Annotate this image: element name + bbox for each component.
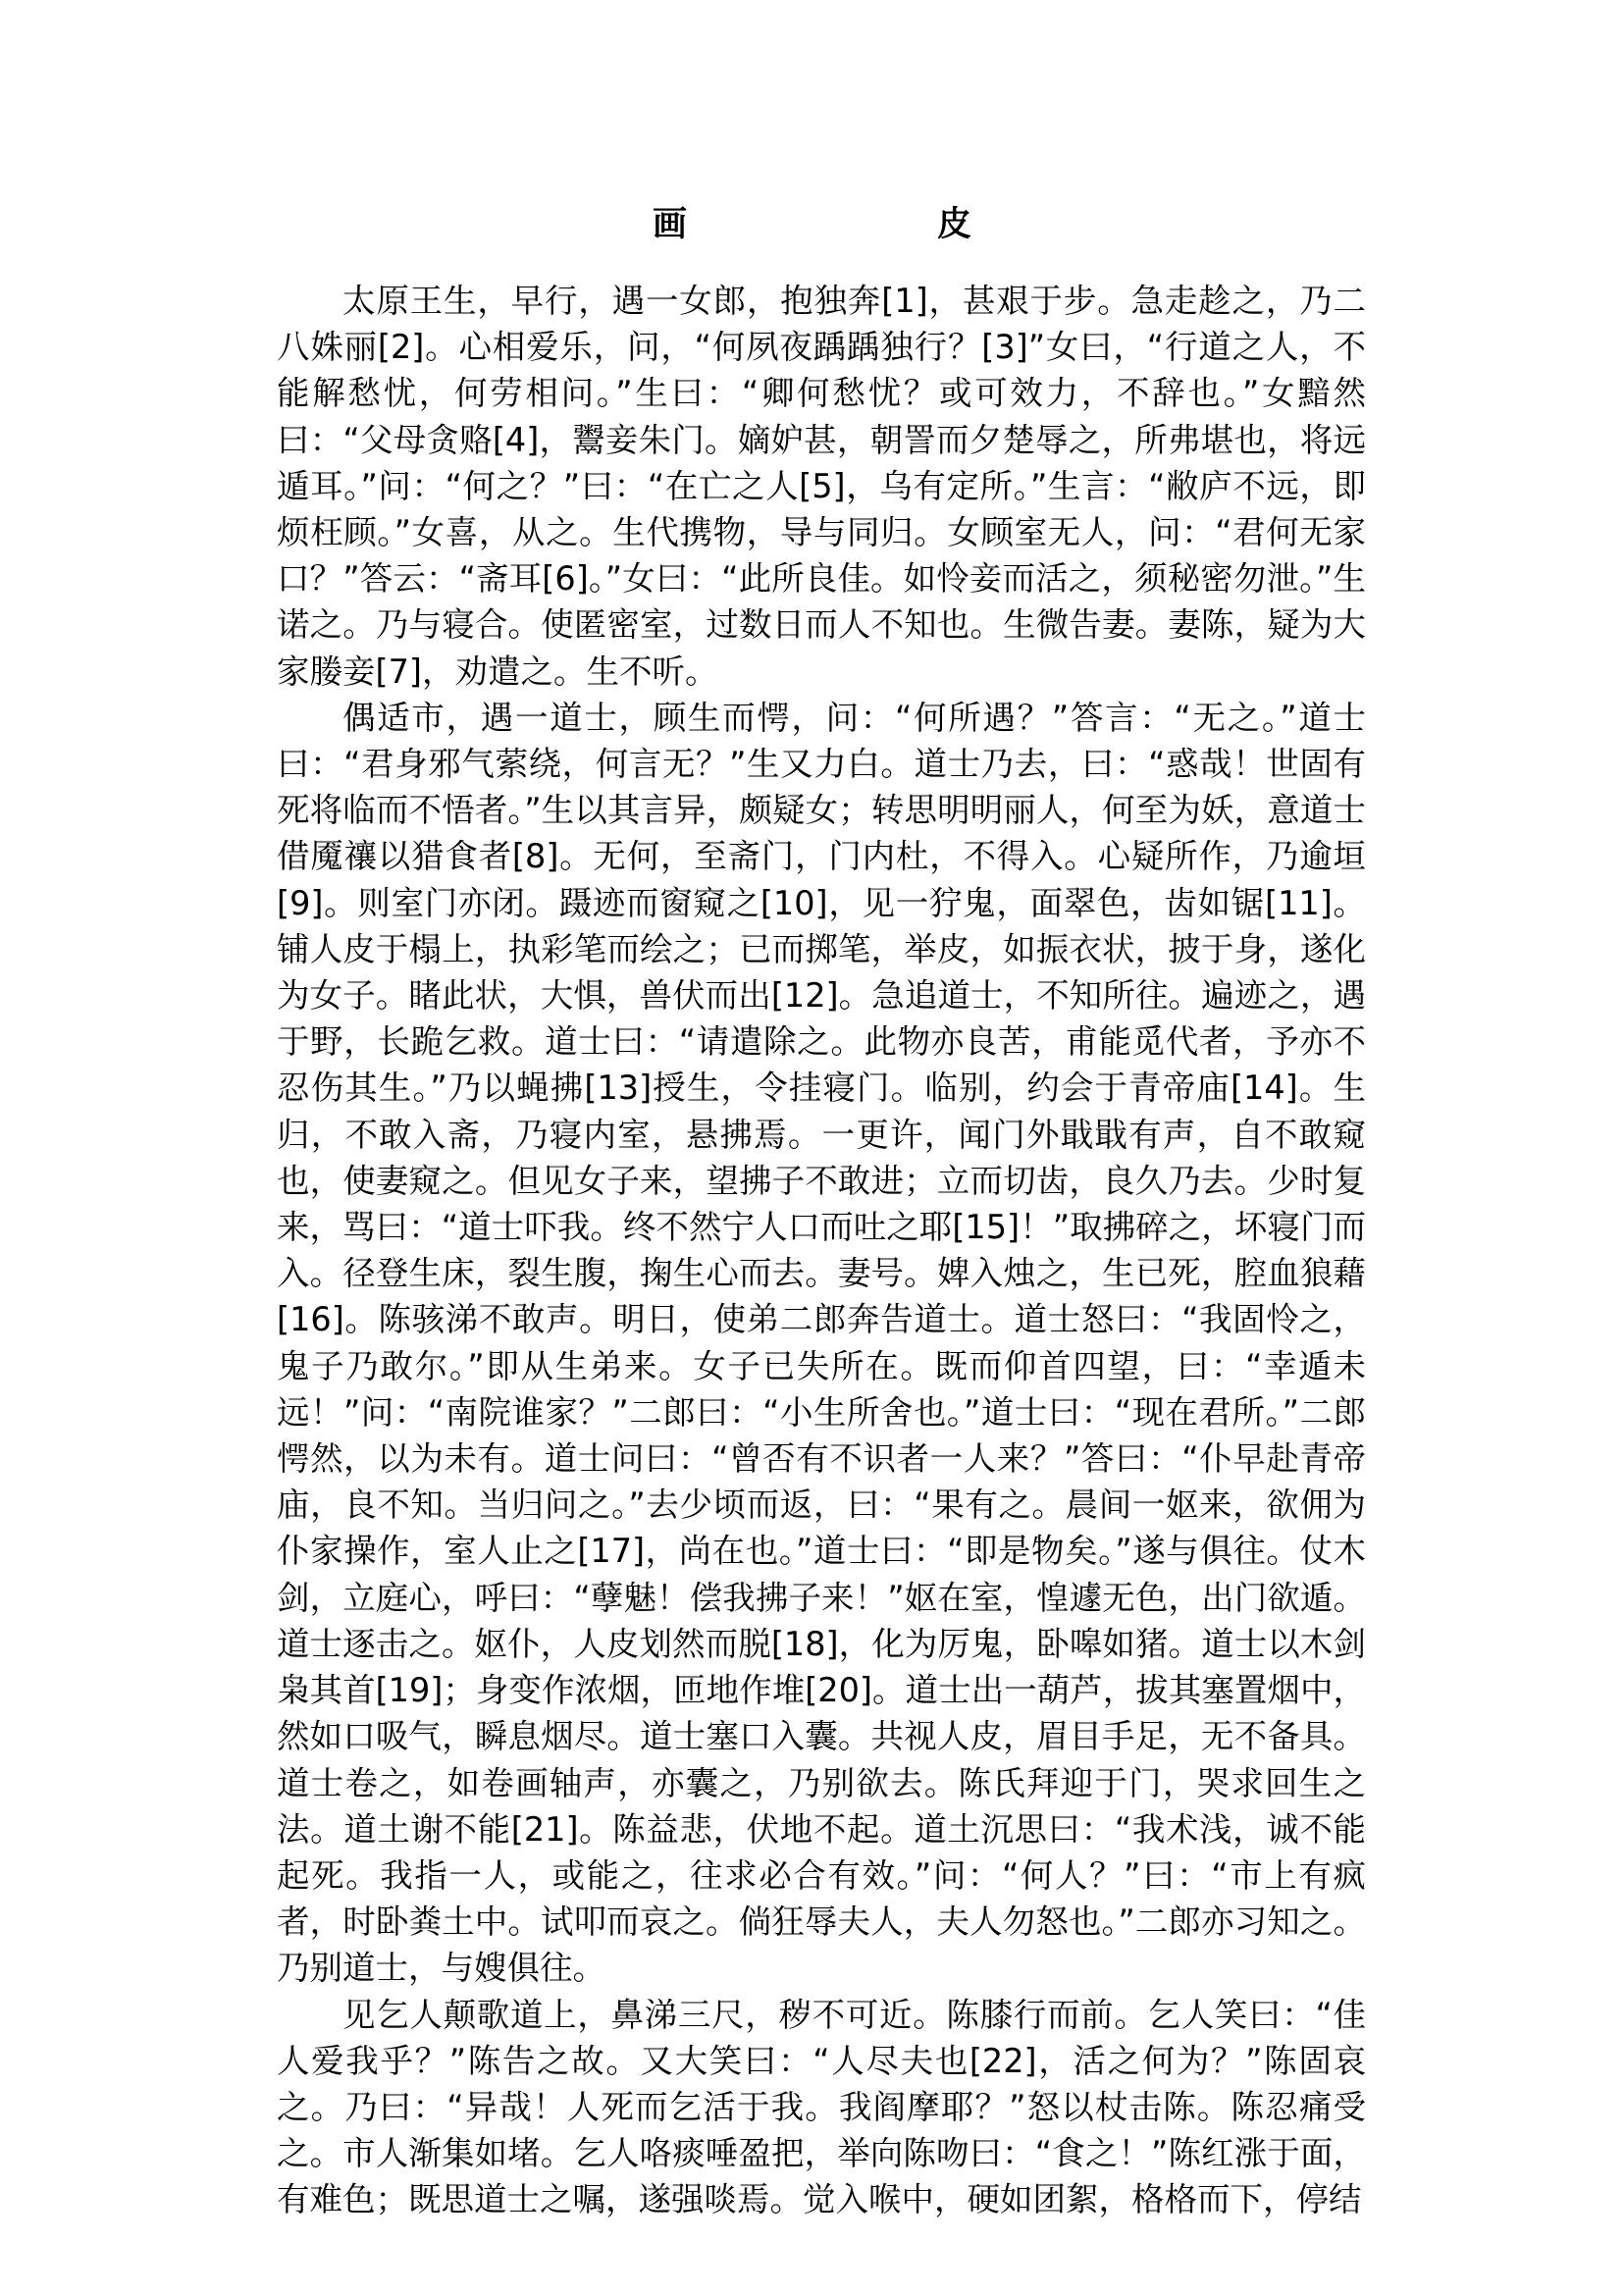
paragraph-3: 见乞人颠歌道上，鼻涕三尺，秽不可近。陈膝行而前。乞人笑曰：“佳人爱我乎？”陈告之故。又大笑曰：“人尽夫也[22]，活之何为？”陈固哀之。乃曰：“异哉！人死而乞活于我。我阎摩耶？”怒以杖击陈。陈忍痛受之。市人渐集如堵。乞人咯痰唾盈把，举向陈吻曰：“食之！”陈红涨于面，有难色；既思道士之嘱，遂强啖焉。觉入喉中，硬如团絮，格格而下，停结: [277, 1995, 1366, 2219]
document-title: 画 皮: [652, 205, 1079, 244]
paragraph-2: 偶适市，遇一道士，顾生而愕，问：“何所遇？”答言：“无之。”道士曰：“君身邪气萦绕，何言无？”生又力白。道士乃去，曰：“惑哉！世固有死将临而不悟者。”生以其言异，颇疑女；转思明明丽人，何至为妖，意道士借魇禳以猎食者[8]。无何，至斋门，门内杜，不得入。心疑所作，乃逾垣[9]。则室门亦闭。蹑迹而窗窥之[10]，见一狞鬼，面翠色，齿如锯[11]。铺人皮于榻上，执彩笔而绘之；已而掷笔，举皮，如振衣状，披于身，遂化为女子。睹此状，大惧，兽伏而出[12]。急追道士，不知所往。遍迹之，遇于野，长跪乞救。道士曰：“请遣除之。此物亦良苦，甫能觅代者，予亦不忍伤其生。”乃以蝇拂[13]授生，令挂寝门。临别，约会于青帝庙[14]。生归，不敢入斋，乃寝内室，悬拂焉。一更许，闻门外戢戢有声，自不敢窥也，使妻窥之。但见女子来，望拂子不敢进；立而切齿，良久乃去。少时复来，骂曰：“道士吓我。终不然宁人口而吐之耶[15]！”取拂碎之，坏寝门而入。径登生床，裂生腹，掬生心而去。妻号。婢入烛之，生已死，腔血狼藉[16]。陈骇涕不敢声。明日，使弟二郎奔告道士。道士怒曰：“我固怜之，鬼子乃敢尔。”即从生弟来。女子已失所在。既而仰首四望，曰：“幸遁未远！”问：“南院谁家？”二郎曰：“小生所舍也。”道士曰：“现在君所。”二郎愕然，以为未有。道士问曰：“曾否有不识者一人来？”答曰：“仆早赴青帝庙，良不知。当归问之。”去少顷而返，曰：“果有之。晨间一妪来，欲佣为仆家操作，室人止之[17]，尚在也。”道士曰：“即是物矣。”遂与俱往。仗木剑，立庭心，呼曰：“孽魅！偿我拂子来！”妪在室，惶遽无色，出门欲遁。道士逐击之。妪仆，人皮划然而脱[18]，化为厉鬼，卧嗥如猪。道士以木剑枭其首[19]；身变作浓烟，匝地作堆[20]。道士出一葫芦，拔其塞置烟中，然如口吸气，瞬息烟尽。道士塞口入囊。共视人皮，眉目手足，无不备具。道士卷之，如卷画轴声，亦囊之，乃别欲去。陈氏拜迎于门，哭求回生之法。道土谢不能[21]。陈益悲，伏地不起。道土沉思曰：“我术浅，诚不能起死。我指一人，或能之，往求必合有效。”问：“何人？”曰：“市上有疯者，时卧粪土中。试叩而哀之。倘狂辱夫人，夫人勿怒也。”二郎亦习知之。乃别道士，与嫂俱往。: [277, 698, 1366, 1988]
document-body: [277, 278, 1366, 2223]
paragraph-1: 太原王生，早行，遇一女郎，抱独奔[1]，甚艰于步。急走趁之，乃二八姝丽[2]。心相爱乐，问，“何夙夜踽踽独行？[3]”女曰，“行道之人，不能解愁忧，何劳相问。”生曰：“卿何愁忧？或可效力，不辞也。”女黯然曰：“父母贪赂[4]，鬻妾朱门。嫡妒甚，朝詈而夕楚辱之，所弗堪也，将远遁耳。”问：“何之？”曰：“在亡之人[5]，乌有定所。”生言：“敝庐不远，即烦枉顾。”女喜，从之。生代携物，导与同归。女顾室无人，问：“君何无家口？”答云：“斋耳[6]。”女曰：“此所良佳。如怜妾而活之，须秘密勿泄。”生诺之。乃与寝合。使匿密室，过数日而人不知也。生微告妻。妻陈，疑为大家媵妾[7]，劝遣之。生不听。: [277, 282, 1366, 691]
